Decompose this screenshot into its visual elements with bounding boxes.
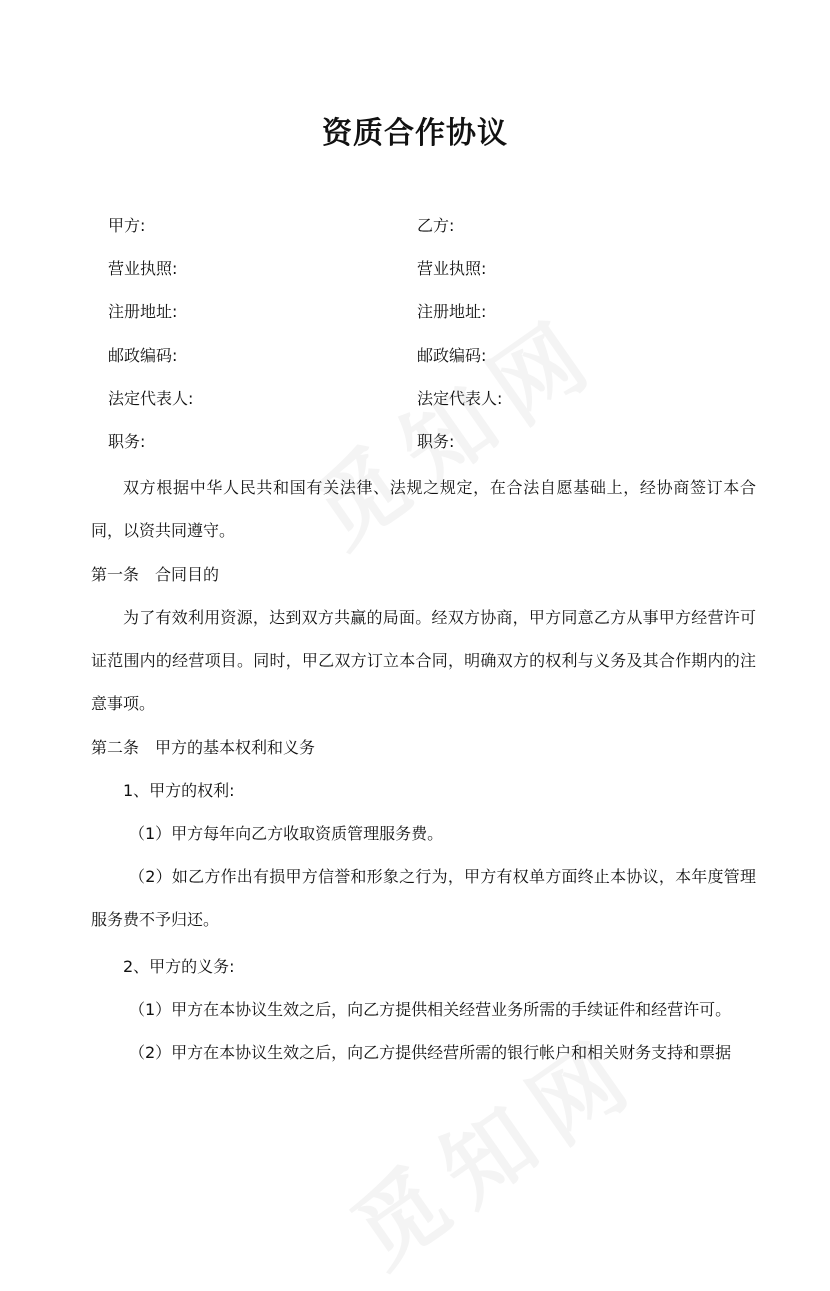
party-row-license	[0, 254, 830, 284]
party-b-address-label: 注册地址:	[417, 302, 487, 321]
party-b-license-label: 营业执照:	[417, 259, 487, 278]
article-1-paragraph: 为了有效利用资源，达到双方共赢的局面。经双方协商，甲方同意乙方从事甲方经营许可证范围内的经营项目。同时，甲乙双方订立本合同，明确双方的权利与义务及其合作期内的注意事项。	[91, 608, 756, 713]
article-1-heading: 第一条 合同目的	[91, 565, 220, 584]
party-a-representative-label: 法定代表人:	[108, 389, 194, 408]
article-2-heading: 第二条 甲方的基本权利和义务	[91, 738, 316, 757]
party-b-label: 乙方:	[417, 216, 455, 235]
rights-item-1: （1）甲方每年向乙方收取资质管理服务费。	[129, 824, 444, 843]
party-a-license-label: 营业执照:	[108, 259, 178, 278]
preamble-paragraph: 双方根据中华人民共和国有关法律、法规之规定，在合法自愿基础上，经协商签订本合同，以资共同遵守。	[91, 478, 756, 540]
party-b-position-label: 职务:	[417, 432, 455, 451]
party-a-position-label: 职务:	[108, 432, 146, 451]
duties-item-2: （2）甲方在本协议生效之后，向乙方提供经营所需的银行帐户和相关财务支持和票据	[129, 1043, 732, 1062]
rights-item-2: （2）如乙方作出有损甲方信誉和形象之行为，甲方有权单方面终止本协议，本年度管理服务费不予归还。	[91, 867, 756, 929]
document-title: 资质合作协议	[322, 116, 508, 151]
rights-heading: 1、甲方的权利:	[123, 781, 235, 800]
party-b-representative-label: 法定代表人:	[417, 389, 503, 408]
duties-item-1: （1）甲方在本协议生效之后，向乙方提供相关经营业务所需的手续证件和经营许可。	[129, 1000, 732, 1019]
party-row-position	[0, 427, 830, 457]
party-a-label: 甲方:	[108, 216, 146, 235]
party-row-address	[0, 297, 830, 327]
party-a-address-label: 注册地址:	[108, 302, 178, 321]
party-row-representative	[0, 384, 830, 414]
party-row-party	[0, 211, 830, 241]
duties-heading: 2、甲方的义务:	[123, 957, 235, 976]
party-a-postcode-label: 邮政编码:	[108, 346, 178, 365]
party-b-postcode-label: 邮政编码:	[417, 346, 487, 365]
party-row-postcode	[0, 341, 830, 371]
